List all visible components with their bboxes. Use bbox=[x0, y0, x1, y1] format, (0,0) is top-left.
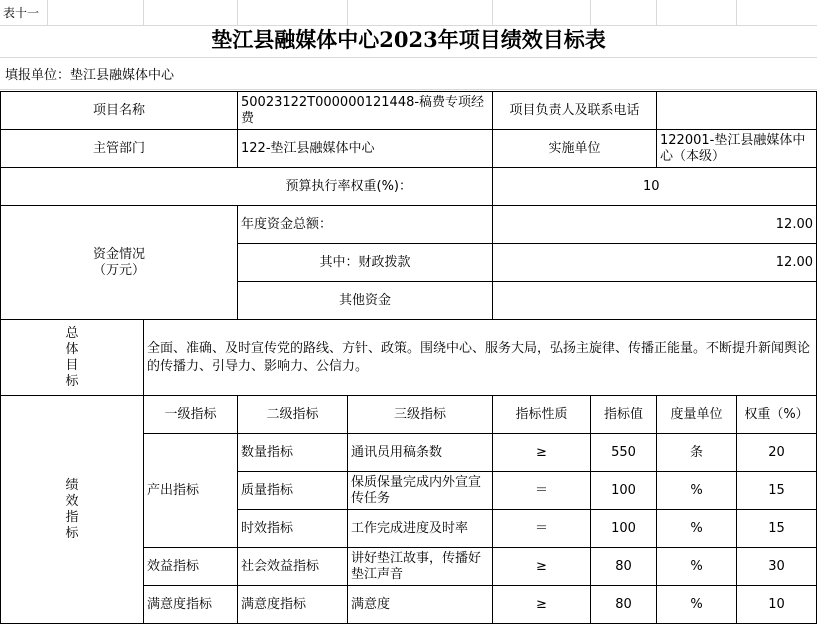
level3-cell[interactable]: 工作完成进度及时率 bbox=[348, 510, 493, 548]
budget-weight-label: 预算执行率权重(%)： bbox=[1, 168, 493, 206]
gridline bbox=[656, 0, 657, 26]
unit-cell[interactable]: % bbox=[657, 510, 737, 548]
indicators-label-char: 指 bbox=[65, 509, 79, 525]
nature-cell[interactable]: ≥ bbox=[493, 586, 591, 624]
indicators-label-char: 标 bbox=[65, 525, 79, 541]
header-weight: 权重（%） bbox=[737, 396, 817, 434]
level3-cell[interactable]: 满意度 bbox=[348, 586, 493, 624]
header-value: 指标值 bbox=[591, 396, 657, 434]
owner-label: 项目负责人及联系电话 bbox=[493, 92, 657, 130]
gridline bbox=[492, 0, 493, 26]
unit-cell[interactable]: % bbox=[657, 548, 737, 586]
level3-cell[interactable]: 保质保量完成内外宣宣传任务 bbox=[348, 472, 493, 510]
indicators-label-char: 绩 bbox=[65, 477, 79, 493]
level3-cell[interactable]: 通讯员用稿条数 bbox=[348, 434, 493, 472]
overall-goal-char: 标 bbox=[65, 373, 79, 389]
impl-label: 实施单位 bbox=[493, 130, 657, 168]
fiscal-value[interactable]: 12.00 bbox=[493, 244, 817, 282]
annual-total-value[interactable]: 12.00 bbox=[493, 206, 817, 244]
fiscal-label: 其中：财政拨款 bbox=[238, 244, 493, 282]
owner-value[interactable] bbox=[657, 92, 817, 130]
header-level1: 一级指标 bbox=[144, 396, 238, 434]
overall-goal-char: 体 bbox=[65, 341, 79, 357]
overall-goal-text[interactable]: 全面、准确、及时宣传党的路线、方针、政策。围绕中心、服务大局，弘扬主旋律、传播正能量。不断提升新闻舆论的传播力、引导力、影响力、公信力。 bbox=[144, 320, 817, 396]
level3-cell[interactable]: 讲好垫江故事，传播好垫江声音 bbox=[348, 548, 493, 586]
overall-goal-char: 目 bbox=[65, 357, 79, 373]
value-cell[interactable]: 100 bbox=[591, 510, 657, 548]
overall-goal-char: 总 bbox=[65, 325, 79, 341]
level2-cell: 数量指标 bbox=[238, 434, 348, 472]
gridline bbox=[237, 0, 238, 26]
overall-goal-label bbox=[1, 320, 144, 396]
value-cell[interactable]: 80 bbox=[591, 586, 657, 624]
unit-cell[interactable]: % bbox=[657, 472, 737, 510]
funds-label bbox=[1, 206, 238, 320]
gridline bbox=[590, 0, 591, 26]
funds-label-line1: 资金情况 bbox=[92, 246, 145, 262]
other-funds-label: 其他资金 bbox=[238, 282, 493, 320]
funds-label-line2: （万元） bbox=[92, 262, 145, 278]
table-number: 表十一 bbox=[3, 6, 40, 20]
level2-cell: 质量指标 bbox=[238, 472, 348, 510]
project-name-label: 项目名称 bbox=[1, 92, 238, 130]
indicators-label-char: 效 bbox=[65, 493, 79, 509]
weight-cell[interactable]: 30 bbox=[737, 548, 817, 586]
header-unit: 度量单位 bbox=[657, 396, 737, 434]
level2-cell: 满意度指标 bbox=[238, 586, 348, 624]
page-title: 垫江县融媒体中心2023年项目绩效目标表 bbox=[211, 27, 606, 52]
group-satisfaction: 满意度指标 bbox=[144, 586, 238, 624]
nature-cell[interactable]: ＝ bbox=[493, 510, 591, 548]
nature-cell[interactable]: ＝ bbox=[493, 472, 591, 510]
header-level2: 二级指标 bbox=[238, 396, 348, 434]
annual-total-label: 年度资金总额： bbox=[238, 206, 493, 244]
project-name-value[interactable]: 50023122T000000121448-稿费专项经费 bbox=[238, 92, 493, 130]
dept-label: 主管部门 bbox=[1, 130, 238, 168]
nature-cell[interactable]: ≥ bbox=[493, 434, 591, 472]
gridline bbox=[0, 57, 817, 58]
impl-value[interactable]: 122001-垫江县融媒体中心（本级） bbox=[657, 130, 817, 168]
header-level3: 三级指标 bbox=[348, 396, 493, 434]
gridline bbox=[347, 0, 348, 26]
value-cell[interactable]: 550 bbox=[591, 434, 657, 472]
dept-value[interactable]: 122-垫江县融媒体中心 bbox=[238, 130, 493, 168]
gridline bbox=[736, 0, 737, 26]
gridline bbox=[47, 0, 48, 26]
unit-cell[interactable]: % bbox=[657, 586, 737, 624]
value-cell[interactable]: 100 bbox=[591, 472, 657, 510]
weight-cell[interactable]: 15 bbox=[737, 472, 817, 510]
weight-cell[interactable]: 15 bbox=[737, 510, 817, 548]
weight-cell[interactable]: 20 bbox=[737, 434, 817, 472]
other-funds-value[interactable] bbox=[493, 282, 817, 320]
gridline bbox=[143, 0, 144, 26]
reporting-unit: 填报单位：垫江县融媒体中心 bbox=[5, 68, 175, 83]
indicators-section-label bbox=[1, 396, 144, 624]
gridline bbox=[0, 89, 817, 90]
header-nature: 指标性质 bbox=[493, 396, 591, 434]
unit-cell[interactable]: 条 bbox=[657, 434, 737, 472]
level2-cell: 社会效益指标 bbox=[238, 548, 348, 586]
value-cell[interactable]: 80 bbox=[591, 548, 657, 586]
performance-table bbox=[0, 91, 817, 624]
nature-cell[interactable]: ≥ bbox=[493, 548, 591, 586]
group-output: 产出指标 bbox=[144, 434, 238, 548]
weight-cell[interactable]: 10 bbox=[737, 586, 817, 624]
group-benefit: 效益指标 bbox=[144, 548, 238, 586]
level2-cell: 时效指标 bbox=[238, 510, 348, 548]
budget-weight-value[interactable]: 10 bbox=[493, 168, 817, 206]
